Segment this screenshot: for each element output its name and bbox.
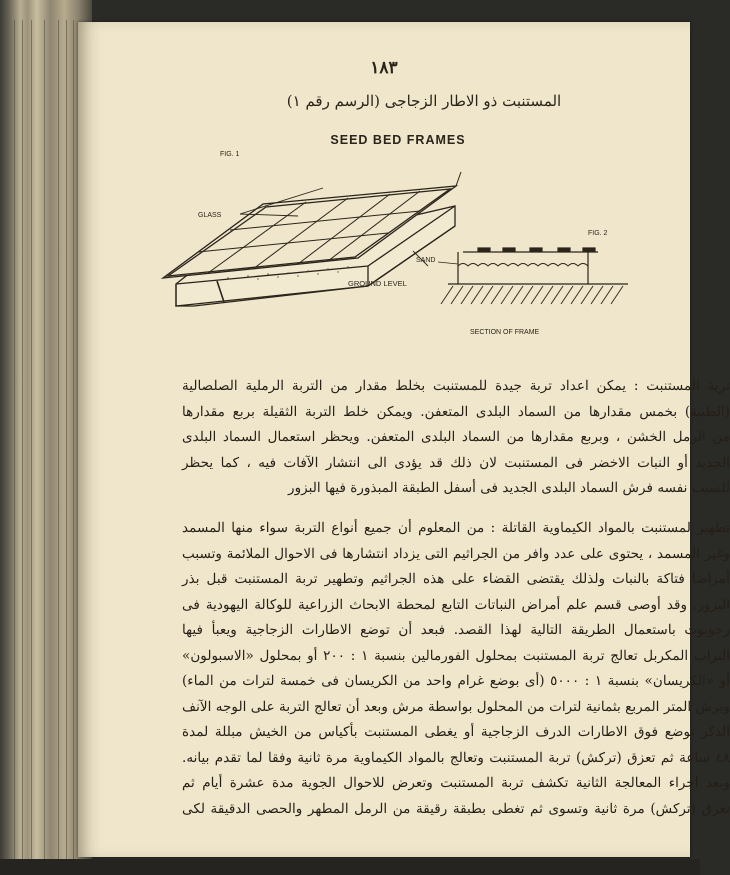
page-bottom-shadow — [0, 859, 700, 875]
paragraph-seedbed-soil — [182, 374, 730, 502]
text-line: أو «الكريسان» بنسبة ١ : ٥٠٠٠ (أى بوضع غرام واحد من الكريسان فى خمسة لترات من الماء) — [182, 673, 730, 689]
glass-label: GLASS — [198, 212, 222, 219]
sand-label: SAND — [416, 257, 436, 264]
text-line: رحوبوت باستعمال الطريقة التالية لهذا القصد. فبعد أن توضع الاطارات الزجاجية ويعبأ فيها — [182, 622, 730, 638]
seed-bed-frames-illustration — [158, 126, 658, 366]
text-line: وبعد اجراء المعالجة الثانية تكشف تربة المستنبت وتعرض للاحوال الجوية مدة عشرة أيام ثم — [182, 775, 730, 791]
frame-section-drawing — [438, 248, 628, 304]
page-number: ١٨٣ — [370, 58, 398, 78]
text-line: أمراضا فتاكة بالنبات ولذلك يقتضى القضاء على هذه الجراثيم وتطهير تربة المستنبت قبل بذر — [182, 571, 730, 587]
text-line: التراب المكربل تعالج تربة المستنبت بمحلول الفورمالين بنسبة ١ : ٢٠٠ أو بمحلول «الاسبولون» — [182, 647, 730, 664]
text-line: البزور. وقد أوصى قسم علم أمراض النباتات التابع لمحطة الابحاث الزراعية للوكالة اليهودية فى — [182, 596, 730, 613]
text-line: ويرش المتر المربع بثمانية لترات من المحلول بواسطة مرش وبعد أن تعالج التربة على الوجه الآنف — [182, 698, 730, 715]
ground-level-label: GROUND LEVEL — [348, 279, 407, 288]
text-line: تربة المستنبت : يمكن اعداد تربة جيدة للمستنبت بخلط مقدار من التربة الرملية الصلصالية — [182, 378, 730, 394]
seed-bed-frame-drawing — [163, 172, 461, 306]
text-line: وغير المسمد ، يحتوى على عدد وافر من الجراثيم التى يزداد انتشارها فى الاحوال الملائمة وتسبب — [182, 545, 730, 562]
fig2-label: FIG. 2 — [588, 230, 608, 237]
text-line: ٤٨ ساعة ثم تعزق (تركش) تربة المستنبت وتعالج بالمواد الكيماوية مرة ثانية وفقا لما تقدم بيانه. — [182, 749, 730, 766]
text-line: تعزق (تركش) مرة ثانية وتسوى ثم تغطى بطبقة رقيقة من الرمل المطهر والحصى الدقيقة لكى — [182, 800, 730, 817]
text-line: الجديد أو النبات الاخضر فى المستنبت لان ذلك قد يؤدى الى انتشار الآفات فيه ، كما يحظر — [182, 454, 730, 471]
text-line: للسبب نفسه فرش السماد البلدى الجديد فى أسفل الطبقة المبذورة فيها البزور — [288, 480, 730, 496]
text-line: تطهير لمستنبت بالمواد الكيماوية القاتلة : من المعلوم أن جميع أنواع التربة سواء منها المسمد — [182, 520, 730, 536]
paragraph-chemical-disinfection — [182, 516, 730, 822]
figure-title: المستنبت ذو الاطار الزجاجى (الرسم رقم ١) — [286, 92, 562, 110]
text-line: الذكر توضع فوق الاطارات الدرف الزجاجية أو يغطى المستنبت بأكياس من الخيش مبللة لمدة — [182, 724, 730, 740]
text-line: من الرمل الخشن ، وبربع مقدارها من السماد البلدى المتعفن. ويحظر استعمال السماد البلدى — [182, 429, 730, 445]
text-line: (الطينة) بخمس مقدارها من السماد البلدى المتعفن. ويمكن خلط التربة الثقيلة بربع مقدارها — [182, 403, 730, 420]
section-of-frame-label: SECTION OF FRAME — [470, 329, 540, 336]
book-page — [78, 22, 730, 857]
illustration-heading: SEED BED FRAMES — [330, 133, 466, 147]
fig1-label: FIG. 1 — [220, 151, 240, 158]
